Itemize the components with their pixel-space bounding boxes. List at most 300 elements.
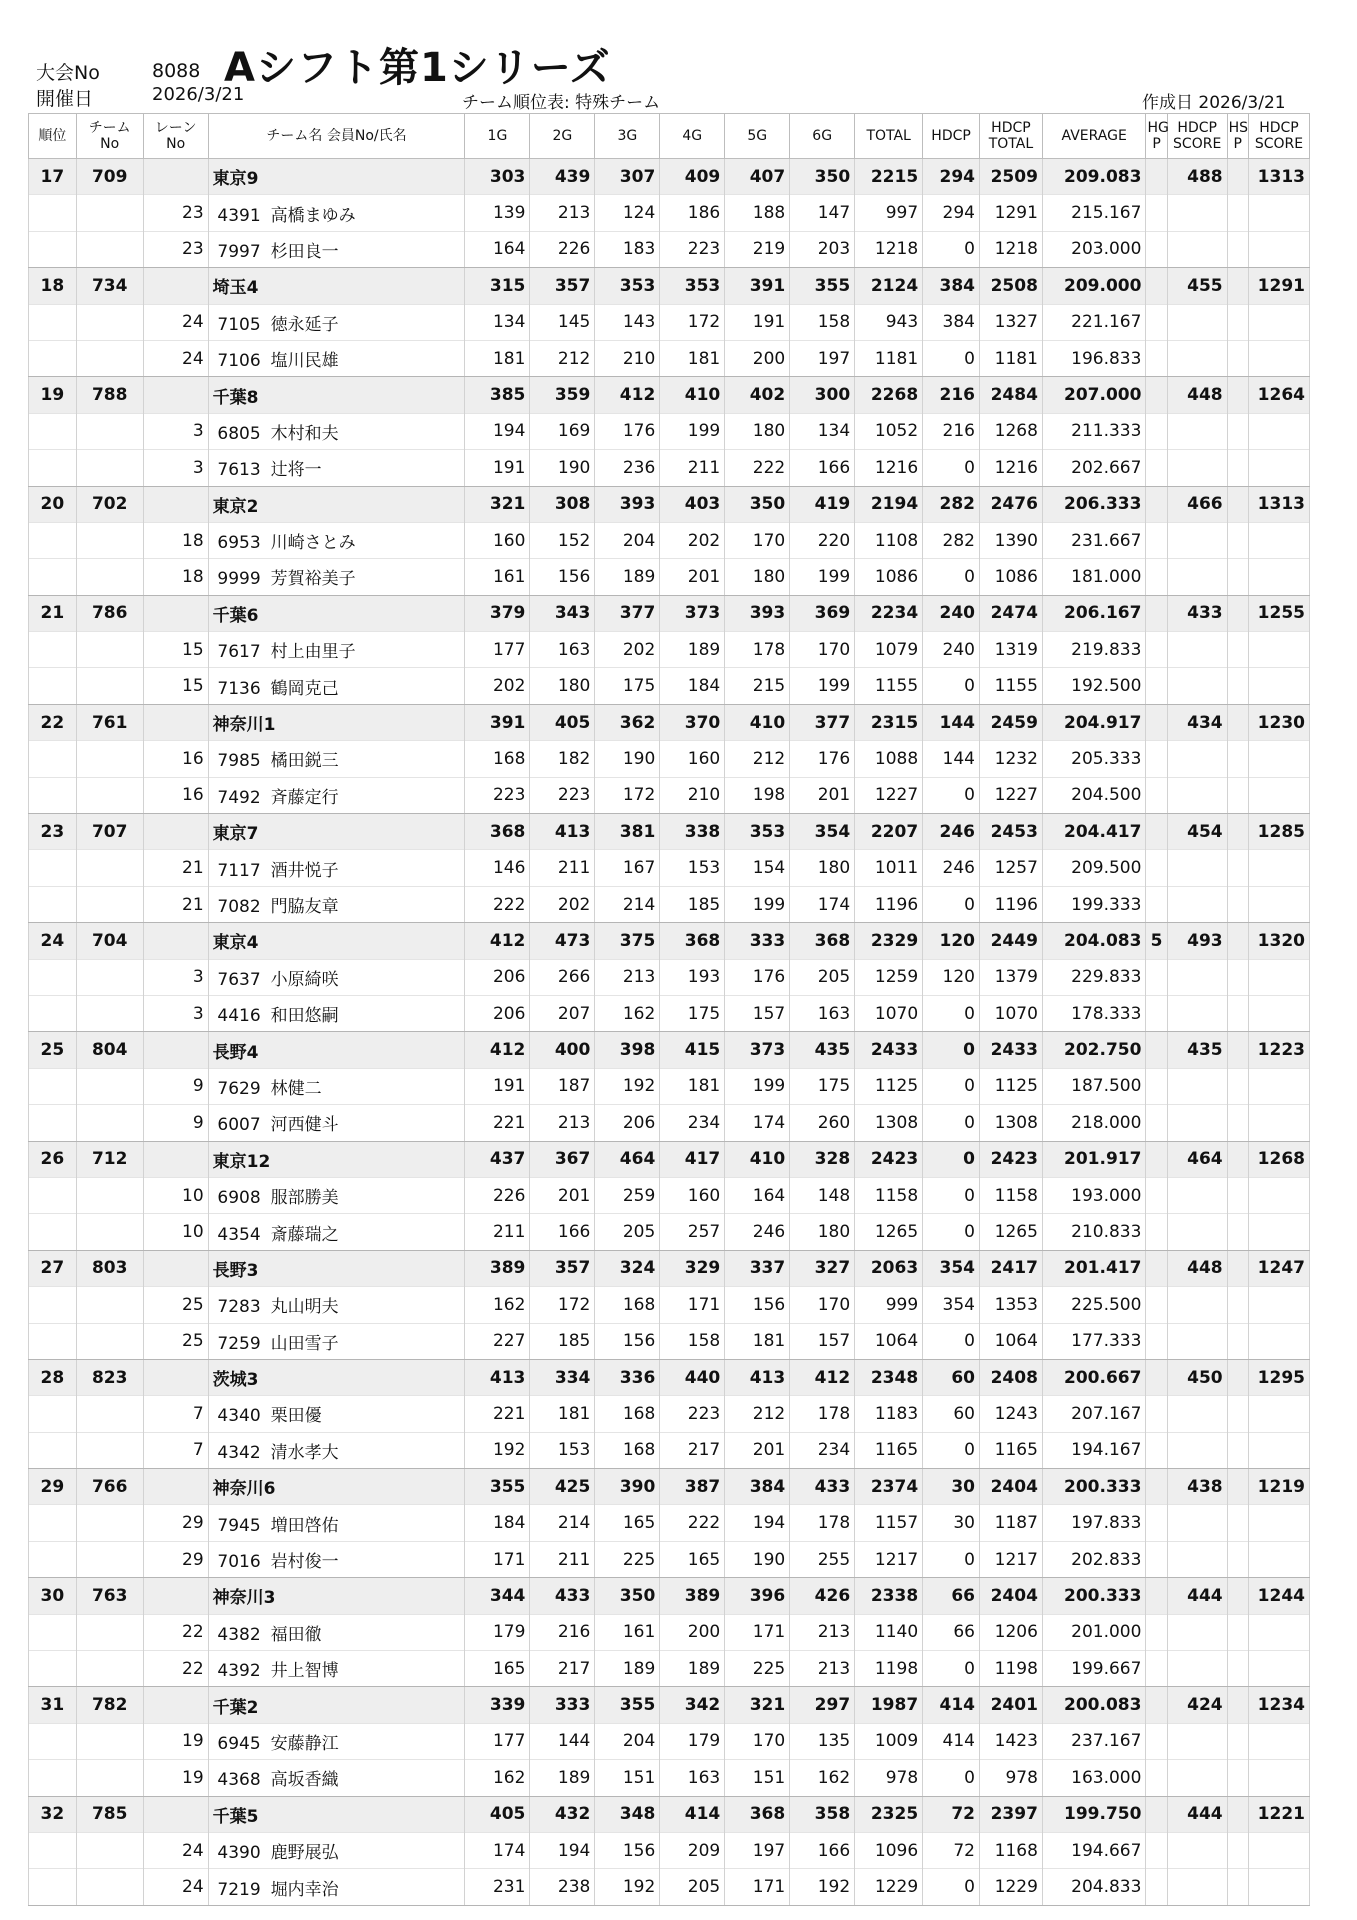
game-6-score: 166 <box>790 450 855 486</box>
hs-hdcp-score: 1291 <box>1248 268 1309 304</box>
game-4-score: 158 <box>660 1323 725 1359</box>
member-cell <box>208 777 465 813</box>
hg-place-empty <box>1146 741 1167 777</box>
total-score: 1183 <box>855 1396 923 1432</box>
game-2-score: 172 <box>530 1287 595 1323</box>
game-2-score: 223 <box>530 777 595 813</box>
team-row <box>29 159 1310 195</box>
game-4-score: 414 <box>660 1796 725 1832</box>
hs-place-empty <box>1227 450 1248 486</box>
member-no: 6805 <box>217 423 261 444</box>
rank-empty <box>29 1760 77 1796</box>
hdcp: 354 <box>923 1250 980 1286</box>
game-6-score: 368 <box>790 923 855 959</box>
lane-no <box>143 159 208 195</box>
member-row <box>29 1432 1310 1468</box>
hdcp: 120 <box>923 923 980 959</box>
average: 211.333 <box>1042 413 1146 449</box>
member-no: 6007 <box>217 1115 261 1136</box>
game-5-score: 410 <box>725 1141 790 1177</box>
hs-score-empty <box>1248 1068 1309 1104</box>
hdcp: 294 <box>923 159 980 195</box>
member-name: 林健二 <box>270 1078 322 1099</box>
game-2-score: 413 <box>530 814 595 850</box>
lane-no: 9 <box>143 1068 208 1104</box>
hdcp: 0 <box>923 1032 980 1068</box>
team-no: 788 <box>76 377 143 413</box>
hs-hdcp-score: 1244 <box>1248 1578 1309 1614</box>
hdcp: 0 <box>923 1141 980 1177</box>
game-4-score: 338 <box>660 814 725 850</box>
game-4-score: 202 <box>660 522 725 558</box>
lane-no: 9 <box>143 1105 208 1141</box>
hg-score-empty <box>1167 1323 1227 1359</box>
hg-place-empty <box>1146 668 1167 704</box>
game-2-score: 187 <box>530 1068 595 1104</box>
hg-hdcp-score: 435 <box>1167 1032 1227 1068</box>
game-3-score: 214 <box>595 886 660 922</box>
average: 200.667 <box>1042 1359 1146 1395</box>
hs-place-empty <box>1227 995 1248 1031</box>
hg-place <box>1146 1687 1167 1723</box>
col-g5: 5G <box>725 114 790 159</box>
game-3-score: 167 <box>595 850 660 886</box>
game-5-score: 188 <box>725 195 790 231</box>
game-1-score: 391 <box>465 704 530 740</box>
hs-place-empty <box>1227 632 1248 668</box>
hg-place-empty <box>1146 995 1167 1031</box>
average: 199.667 <box>1042 1651 1146 1687</box>
game-4-score: 201 <box>660 559 725 595</box>
game-5-score: 337 <box>725 1250 790 1286</box>
member-cell <box>208 340 465 376</box>
team-row <box>29 1796 1310 1832</box>
team-name: 千葉8 <box>208 377 465 413</box>
team-no-empty <box>76 1541 143 1577</box>
hg-hdcp-score: 448 <box>1167 377 1227 413</box>
member-row <box>29 1177 1310 1213</box>
team-no-empty <box>76 450 143 486</box>
game-6-score: 327 <box>790 1250 855 1286</box>
hdcp: 354 <box>923 1287 980 1323</box>
hs-hdcp-score: 1247 <box>1248 1250 1309 1286</box>
hg-place-empty <box>1146 1105 1167 1141</box>
member-name: 杉田良一 <box>270 241 339 262</box>
hg-place-empty <box>1146 522 1167 558</box>
average: 202.667 <box>1042 450 1146 486</box>
hg-hdcp-score: 448 <box>1167 1250 1227 1286</box>
hs-place-empty <box>1227 1105 1248 1141</box>
member-row <box>29 522 1310 558</box>
hg-place <box>1146 595 1167 631</box>
game-6-score: 433 <box>790 1469 855 1505</box>
hs-hdcp-score: 1221 <box>1248 1796 1309 1832</box>
average: 205.333 <box>1042 741 1146 777</box>
average: 178.333 <box>1042 995 1146 1031</box>
hg-score-empty <box>1167 522 1227 558</box>
game-2-score: 144 <box>530 1723 595 1759</box>
member-cell <box>208 1541 465 1577</box>
team-no-empty <box>76 1723 143 1759</box>
total-score: 1096 <box>855 1832 923 1868</box>
game-6-score: 419 <box>790 486 855 522</box>
member-row <box>29 1287 1310 1323</box>
lane-no: 18 <box>143 559 208 595</box>
hdcp-total: 1229 <box>979 1869 1042 1905</box>
col-hdcp-total: HDCP TOTAL <box>979 114 1042 159</box>
hs-hdcp-score: 1234 <box>1248 1687 1309 1723</box>
total-score: 2268 <box>855 377 923 413</box>
game-2-score: 226 <box>530 231 595 267</box>
member-name: 村上由里子 <box>270 642 356 663</box>
hg-score-empty <box>1167 1505 1227 1541</box>
hg-place <box>1146 1578 1167 1614</box>
game-3-score: 348 <box>595 1796 660 1832</box>
lane-no: 19 <box>143 1760 208 1796</box>
game-6-score: 355 <box>790 268 855 304</box>
team-row <box>29 1469 1310 1505</box>
member-row <box>29 1068 1310 1104</box>
member-no: 7106 <box>217 351 261 372</box>
hs-place-empty <box>1227 1323 1248 1359</box>
game-3-score: 210 <box>595 340 660 376</box>
team-name: 長野3 <box>208 1250 465 1286</box>
game-6-score: 300 <box>790 377 855 413</box>
hs-place <box>1227 1578 1248 1614</box>
game-6-score: 205 <box>790 959 855 995</box>
game-3-score: 353 <box>595 268 660 304</box>
game-2-score: 432 <box>530 1796 595 1832</box>
game-4-score: 165 <box>660 1541 725 1577</box>
game-4-score: 209 <box>660 1832 725 1868</box>
game-2-score: 211 <box>530 850 595 886</box>
hdcp: 282 <box>923 522 980 558</box>
team-rank: 30 <box>29 1578 77 1614</box>
game-1-score: 303 <box>465 159 530 195</box>
col-hs-score: HDCP SCORE <box>1248 114 1309 159</box>
member-name: 芳賀裕美子 <box>270 569 356 590</box>
hs-hdcp-score: 1320 <box>1248 923 1309 959</box>
game-1-score: 221 <box>465 1105 530 1141</box>
member-no: 4391 <box>217 205 261 226</box>
average: 201.917 <box>1042 1141 1146 1177</box>
team-name: 神奈川1 <box>208 704 465 740</box>
event-date-label: 開催日 <box>36 88 94 110</box>
hdcp-total: 1206 <box>979 1614 1042 1650</box>
col-hdcp: HDCP <box>923 114 980 159</box>
hg-score-empty <box>1167 413 1227 449</box>
hdcp: 246 <box>923 814 980 850</box>
hs-hdcp-score: 1313 <box>1248 486 1309 522</box>
game-5-score: 199 <box>725 886 790 922</box>
lane-no: 16 <box>143 777 208 813</box>
hs-place <box>1227 159 1248 195</box>
hdcp-total: 1155 <box>979 668 1042 704</box>
team-no-empty <box>76 1214 143 1250</box>
game-5-score: 212 <box>725 1396 790 1432</box>
hg-place-empty <box>1146 195 1167 231</box>
game-3-score: 165 <box>595 1505 660 1541</box>
hs-score-empty <box>1248 959 1309 995</box>
game-1-score: 231 <box>465 1869 530 1905</box>
member-cell <box>208 1432 465 1468</box>
hdcp: 144 <box>923 741 980 777</box>
member-no: 4416 <box>217 1006 261 1027</box>
member-cell <box>208 1214 465 1250</box>
rank-empty <box>29 340 77 376</box>
member-cell <box>208 1832 465 1868</box>
team-row <box>29 1687 1310 1723</box>
hg-score-empty <box>1167 559 1227 595</box>
member-name: 酒井悦子 <box>270 860 339 881</box>
hs-place <box>1227 1687 1248 1723</box>
average: 218.000 <box>1042 1105 1146 1141</box>
hdcp-total: 1064 <box>979 1323 1042 1359</box>
hdcp-total: 2404 <box>979 1578 1042 1614</box>
hg-place: 5 <box>1146 923 1167 959</box>
total-score: 2374 <box>855 1469 923 1505</box>
game-2-score: 217 <box>530 1651 595 1687</box>
hs-score-empty <box>1248 1323 1309 1359</box>
total-score: 1227 <box>855 777 923 813</box>
average: 197.833 <box>1042 1505 1146 1541</box>
hdcp-total: 1227 <box>979 777 1042 813</box>
hdcp-total: 1125 <box>979 1068 1042 1104</box>
member-name: 辻将一 <box>270 460 322 481</box>
hg-place-empty <box>1146 1214 1167 1250</box>
average: 181.000 <box>1042 559 1146 595</box>
average: 196.833 <box>1042 340 1146 376</box>
game-5-score: 368 <box>725 1796 790 1832</box>
game-6-score: 199 <box>790 668 855 704</box>
total-score: 1165 <box>855 1432 923 1468</box>
hdcp: 0 <box>923 340 980 376</box>
team-name: 東京12 <box>208 1141 465 1177</box>
hdcp-total: 1390 <box>979 522 1042 558</box>
game-1-score: 206 <box>465 959 530 995</box>
lane-no: 3 <box>143 959 208 995</box>
team-no: 804 <box>76 1032 143 1068</box>
hg-score-empty <box>1167 1214 1227 1250</box>
member-name: 岩村俊一 <box>270 1552 339 1573</box>
page-title: Aシフト第1シリーズ <box>224 45 611 91</box>
hs-hdcp-score: 1285 <box>1248 814 1309 850</box>
game-2-score: 163 <box>530 632 595 668</box>
hdcp: 0 <box>923 777 980 813</box>
hg-place <box>1146 486 1167 522</box>
game-1-score: 227 <box>465 1323 530 1359</box>
average: 221.167 <box>1042 304 1146 340</box>
game-5-score: 410 <box>725 704 790 740</box>
member-name: 徳永延子 <box>270 314 339 335</box>
member-cell <box>208 1505 465 1541</box>
member-name: 河西健斗 <box>270 1115 339 1136</box>
hdcp: 0 <box>923 231 980 267</box>
lane-no: 25 <box>143 1287 208 1323</box>
game-5-score: 178 <box>725 632 790 668</box>
team-no-empty <box>76 1068 143 1104</box>
game-6-score: 197 <box>790 340 855 376</box>
member-no: 9999 <box>217 569 261 590</box>
hg-place-empty <box>1146 1832 1167 1868</box>
game-2-score: 214 <box>530 1505 595 1541</box>
hs-place-empty <box>1227 959 1248 995</box>
lane-no <box>143 1578 208 1614</box>
member-cell <box>208 559 465 595</box>
game-6-score: 180 <box>790 1214 855 1250</box>
game-4-score: 222 <box>660 1505 725 1541</box>
hg-hdcp-score: 444 <box>1167 1578 1227 1614</box>
average: 207.000 <box>1042 377 1146 413</box>
team-rank: 21 <box>29 595 77 631</box>
average: 203.000 <box>1042 231 1146 267</box>
game-3-score: 189 <box>595 1651 660 1687</box>
member-name: 増田啓佑 <box>270 1515 339 1536</box>
game-2-score: 357 <box>530 1250 595 1286</box>
game-4-score: 153 <box>660 850 725 886</box>
member-cell <box>208 959 465 995</box>
team-no-empty <box>76 340 143 376</box>
member-cell <box>208 850 465 886</box>
hdcp-total: 1232 <box>979 741 1042 777</box>
total-score: 1079 <box>855 632 923 668</box>
rank-empty <box>29 1614 77 1650</box>
member-cell <box>208 1068 465 1104</box>
lane-no: 23 <box>143 195 208 231</box>
rank-empty <box>29 1323 77 1359</box>
team-no-empty <box>76 1323 143 1359</box>
game-3-score: 192 <box>595 1869 660 1905</box>
table-header-row <box>29 114 1310 159</box>
lane-no: 25 <box>143 1323 208 1359</box>
hg-place-empty <box>1146 1396 1167 1432</box>
game-1-score: 405 <box>465 1796 530 1832</box>
game-5-score: 190 <box>725 1541 790 1577</box>
hdcp-total: 1165 <box>979 1432 1042 1468</box>
game-5-score: 333 <box>725 923 790 959</box>
game-3-score: 204 <box>595 1723 660 1759</box>
game-6-score: 369 <box>790 595 855 631</box>
hdcp-total: 1086 <box>979 559 1042 595</box>
hg-place-empty <box>1146 777 1167 813</box>
game-4-score: 189 <box>660 632 725 668</box>
hg-score-empty <box>1167 959 1227 995</box>
lane-no <box>143 1032 208 1068</box>
hs-hdcp-score: 1295 <box>1248 1359 1309 1395</box>
member-no: 7105 <box>217 314 261 335</box>
game-2-score: 400 <box>530 1032 595 1068</box>
game-4-score: 329 <box>660 1250 725 1286</box>
lane-no: 22 <box>143 1614 208 1650</box>
game-3-score: 398 <box>595 1032 660 1068</box>
col-rank: 順位 <box>29 114 77 159</box>
hdcp: 60 <box>923 1359 980 1395</box>
team-rank: 24 <box>29 923 77 959</box>
hdcp-total: 2408 <box>979 1359 1042 1395</box>
hs-place-empty <box>1227 1869 1248 1905</box>
rank-empty <box>29 1068 77 1104</box>
member-row <box>29 304 1310 340</box>
hg-place <box>1146 1250 1167 1286</box>
hs-place-empty <box>1227 1396 1248 1432</box>
hg-score-empty <box>1167 1432 1227 1468</box>
hdcp: 0 <box>923 1214 980 1250</box>
game-3-score: 336 <box>595 1359 660 1395</box>
member-name: 井上智博 <box>270 1661 339 1682</box>
game-3-score: 381 <box>595 814 660 850</box>
hdcp-total: 2474 <box>979 595 1042 631</box>
hs-place <box>1227 1032 1248 1068</box>
game-5-score: 174 <box>725 1105 790 1141</box>
game-1-score: 177 <box>465 632 530 668</box>
lane-no <box>143 814 208 850</box>
game-5-score: 350 <box>725 486 790 522</box>
lane-no <box>143 268 208 304</box>
total-score: 2207 <box>855 814 923 850</box>
member-row <box>29 231 1310 267</box>
game-6-score: 260 <box>790 1105 855 1141</box>
member-row <box>29 1760 1310 1796</box>
average: 209.083 <box>1042 159 1146 195</box>
hg-score-empty <box>1167 1614 1227 1650</box>
team-no-empty <box>76 995 143 1031</box>
hs-place-empty <box>1227 231 1248 267</box>
hg-place-empty <box>1146 1614 1167 1650</box>
game-4-score: 200 <box>660 1614 725 1650</box>
hg-score-empty <box>1167 231 1227 267</box>
lane-no: 3 <box>143 995 208 1031</box>
team-no: 761 <box>76 704 143 740</box>
game-2-score: 185 <box>530 1323 595 1359</box>
game-3-score: 176 <box>595 413 660 449</box>
lane-no: 3 <box>143 450 208 486</box>
hg-hdcp-score: 424 <box>1167 1687 1227 1723</box>
hs-score-empty <box>1248 1432 1309 1468</box>
rank-empty <box>29 1541 77 1577</box>
hdcp: 282 <box>923 486 980 522</box>
game-3-score: 189 <box>595 559 660 595</box>
average: 231.667 <box>1042 522 1146 558</box>
member-row <box>29 1323 1310 1359</box>
member-row <box>29 559 1310 595</box>
game-4-score: 403 <box>660 486 725 522</box>
game-1-score: 134 <box>465 304 530 340</box>
member-no: 4382 <box>217 1624 261 1645</box>
col-g2: 2G <box>530 114 595 159</box>
hg-place-empty <box>1146 1723 1167 1759</box>
total-score: 2124 <box>855 268 923 304</box>
game-4-score: 368 <box>660 923 725 959</box>
member-row <box>29 1723 1310 1759</box>
game-3-score: 168 <box>595 1432 660 1468</box>
team-no-empty <box>76 195 143 231</box>
average: 225.500 <box>1042 1287 1146 1323</box>
game-4-score: 160 <box>660 741 725 777</box>
game-1-score: 355 <box>465 1469 530 1505</box>
hg-place <box>1146 704 1167 740</box>
hg-hdcp-score: 455 <box>1167 268 1227 304</box>
game-5-score: 201 <box>725 1432 790 1468</box>
member-cell <box>208 1614 465 1650</box>
game-5-score: 197 <box>725 1832 790 1868</box>
total-score: 1198 <box>855 1651 923 1687</box>
team-row <box>29 1032 1310 1068</box>
game-6-score: 148 <box>790 1177 855 1213</box>
average: 215.167 <box>1042 195 1146 231</box>
game-1-score: 385 <box>465 377 530 413</box>
game-1-score: 211 <box>465 1214 530 1250</box>
hdcp: 0 <box>923 886 980 922</box>
